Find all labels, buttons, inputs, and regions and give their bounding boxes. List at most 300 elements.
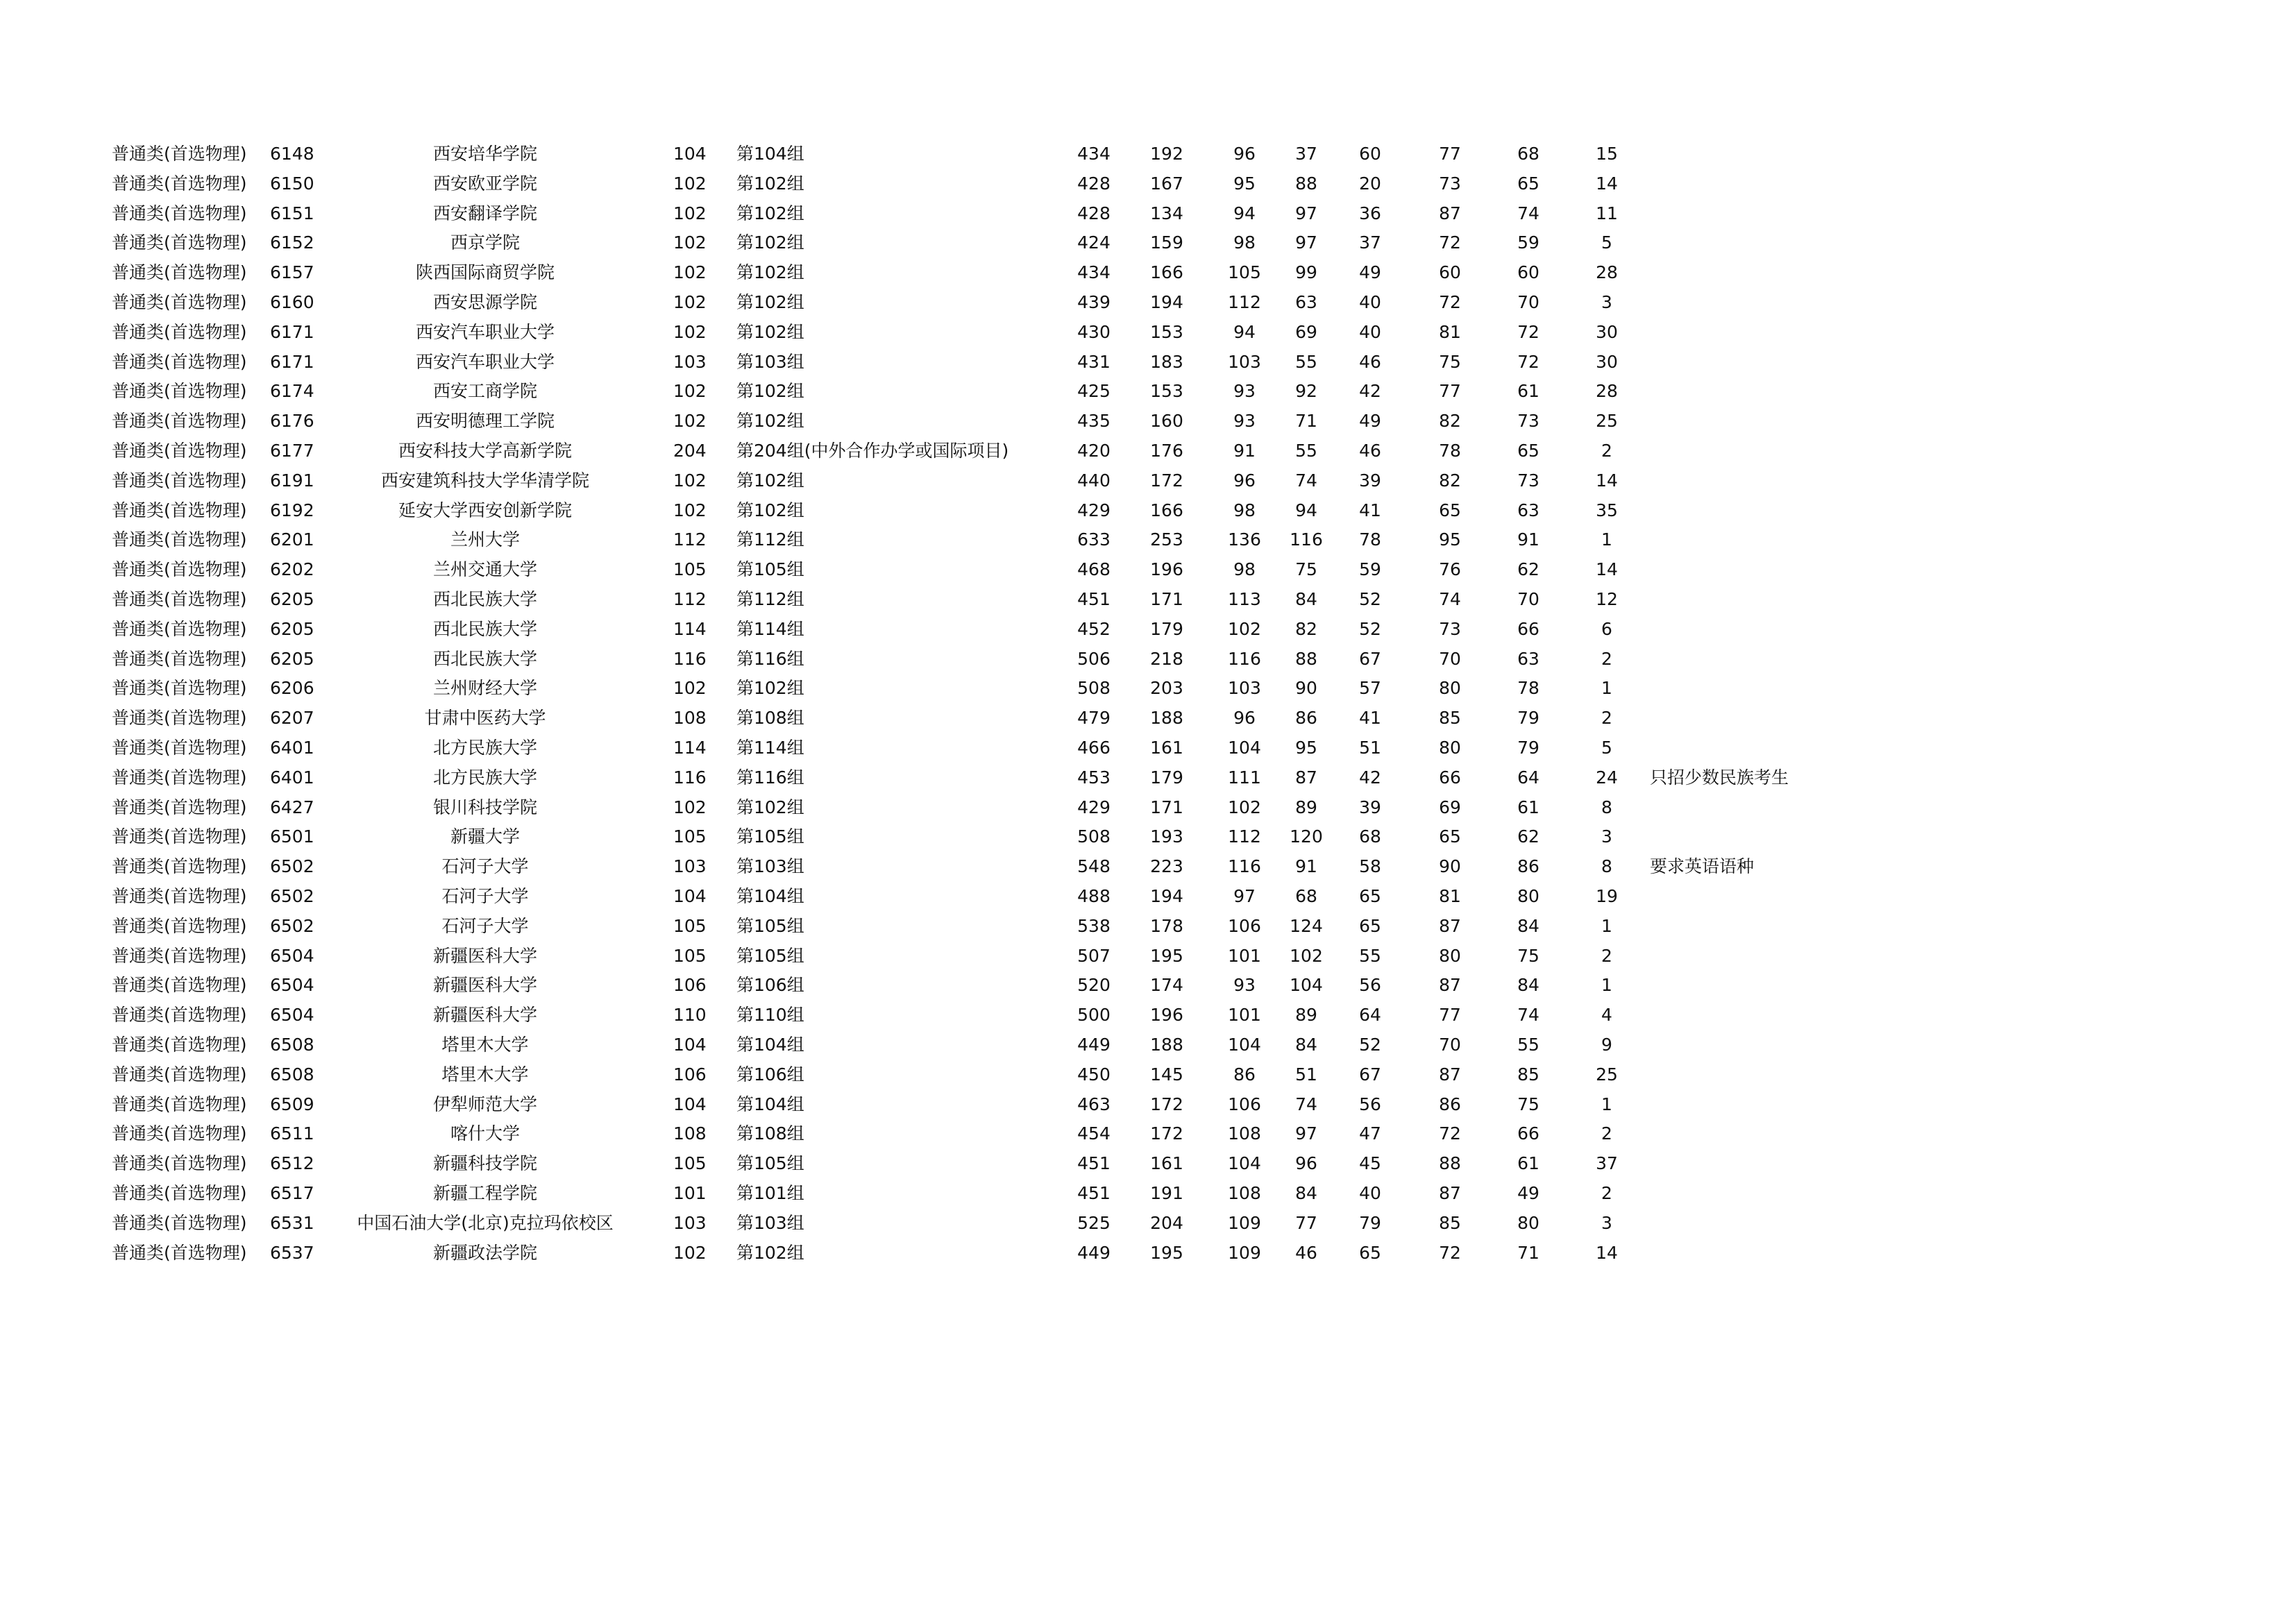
count-cell: 8 [1601, 856, 1612, 877]
school-name-cell: 新疆大学 [450, 826, 520, 847]
score-sub5-cell: 65 [1439, 500, 1461, 520]
score-total-cell: 430 [1077, 321, 1111, 342]
score-sub3-cell: 87 [1295, 767, 1317, 788]
score-sub2-cell: 93 [1233, 381, 1256, 402]
school-name-cell: 中国石油大学(北京)克拉玛依校区 [357, 1212, 614, 1233]
table-row [0, 644, 2296, 674]
category-cell: 普通类(首选物理) [112, 292, 247, 312]
category-cell: 普通类(首选物理) [112, 351, 247, 372]
count-cell: 25 [1596, 1064, 1618, 1085]
score-sub6-cell: 62 [1517, 559, 1539, 580]
group-name-cell: 第102组 [736, 500, 804, 520]
score-sub6-cell: 75 [1517, 945, 1539, 966]
category-cell: 普通类(首选物理) [112, 678, 247, 699]
group-code-cell: 116 [673, 767, 707, 788]
score-sub4-cell: 65 [1359, 915, 1381, 936]
count-cell: 28 [1596, 262, 1618, 283]
group-code-cell: 105 [673, 559, 707, 580]
score-sub5-cell: 87 [1439, 1183, 1461, 1203]
score-sub2-cell: 111 [1228, 767, 1261, 788]
count-cell: 37 [1596, 1153, 1618, 1174]
score-sub3-cell: 97 [1295, 232, 1317, 253]
group-name-cell: 第102组 [736, 797, 804, 817]
group-code-cell: 102 [673, 470, 707, 491]
table-row [0, 614, 2296, 644]
score-sub5-cell: 75 [1439, 351, 1461, 372]
score-sub3-cell: 92 [1295, 381, 1317, 402]
school-name-cell: 银川科技学院 [432, 797, 537, 817]
category-cell: 普通类(首选物理) [112, 470, 247, 491]
score-sub2-cell: 104 [1228, 1153, 1261, 1174]
count-cell: 14 [1596, 470, 1618, 491]
category-cell: 普通类(首选物理) [112, 767, 247, 788]
school-name-cell: 西北民族大学 [432, 589, 537, 609]
school-name-cell: 兰州财经大学 [432, 678, 537, 699]
count-cell: 24 [1596, 767, 1618, 788]
count-cell: 25 [1596, 411, 1618, 432]
group-name-cell: 第114组 [736, 738, 804, 758]
score-total-cell: 440 [1077, 470, 1111, 491]
score-sub5-cell: 70 [1439, 648, 1461, 669]
school-code-cell: 6192 [270, 500, 314, 520]
school-code-cell: 6205 [270, 648, 314, 669]
score-total-cell: 453 [1077, 767, 1111, 788]
score-sub4-cell: 60 [1359, 144, 1381, 164]
group-code-cell: 102 [673, 321, 707, 342]
score-sub5-cell: 72 [1439, 232, 1461, 253]
score-total-cell: 420 [1077, 441, 1111, 461]
score-sub5-cell: 88 [1439, 1153, 1461, 1174]
group-name-cell: 第102组 [736, 411, 804, 432]
score-sub4-cell: 58 [1359, 856, 1381, 877]
group-name-cell: 第116组 [736, 767, 804, 788]
score-sub3-cell: 86 [1295, 708, 1317, 729]
group-code-cell: 114 [673, 618, 707, 639]
group-name-cell: 第102组 [736, 381, 804, 402]
group-code-cell: 102 [673, 292, 707, 312]
school-code-cell: 6517 [270, 1183, 314, 1203]
count-cell: 1 [1601, 678, 1612, 699]
score-sub5-cell: 80 [1439, 738, 1461, 758]
score-sub4-cell: 41 [1359, 708, 1381, 729]
school-name-cell: 西安建筑科技大学华清学院 [380, 470, 589, 491]
group-name-cell: 第108组 [736, 1123, 804, 1144]
count-cell: 1 [1601, 975, 1612, 996]
score-sub6-cell: 84 [1517, 975, 1539, 996]
table-row [0, 228, 2296, 257]
school-name-cell: 塔里木大学 [441, 1064, 529, 1085]
count-cell: 3 [1601, 292, 1612, 312]
category-cell: 普通类(首选物理) [112, 559, 247, 580]
score-sub4-cell: 42 [1359, 767, 1381, 788]
score-total-cell: 525 [1077, 1212, 1111, 1233]
category-cell: 普通类(首选物理) [112, 411, 247, 432]
score-total-cell: 520 [1077, 975, 1111, 996]
group-code-cell: 104 [673, 886, 707, 906]
table-row [0, 525, 2296, 554]
score-sub1-cell: 166 [1150, 262, 1183, 283]
group-code-cell: 105 [673, 826, 707, 847]
score-total-cell: 425 [1077, 381, 1111, 402]
group-name-cell: 第116组 [736, 648, 804, 669]
score-sub3-cell: 82 [1295, 618, 1317, 639]
group-name-cell: 第112组 [736, 529, 804, 550]
score-sub1-cell: 172 [1150, 470, 1183, 491]
count-cell: 1 [1601, 1094, 1612, 1114]
score-sub2-cell: 106 [1228, 1094, 1261, 1114]
score-sub5-cell: 87 [1439, 975, 1461, 996]
score-sub5-cell: 77 [1439, 381, 1461, 402]
score-total-cell: 428 [1077, 203, 1111, 223]
score-sub2-cell: 96 [1233, 708, 1256, 729]
score-sub6-cell: 73 [1517, 470, 1539, 491]
category-cell: 普通类(首选物理) [112, 1212, 247, 1233]
score-sub5-cell: 73 [1439, 173, 1461, 194]
score-sub2-cell: 113 [1228, 589, 1261, 609]
school-name-cell: 兰州大学 [450, 529, 520, 550]
score-sub1-cell: 191 [1150, 1183, 1183, 1203]
score-sub4-cell: 65 [1359, 1242, 1381, 1263]
school-code-cell: 6501 [270, 826, 314, 847]
table-row [0, 733, 2296, 763]
score-total-cell: 633 [1077, 529, 1111, 550]
score-sub4-cell: 56 [1359, 975, 1381, 996]
score-sub5-cell: 65 [1439, 826, 1461, 847]
table-row [0, 406, 2296, 436]
school-name-cell: 西安翻译学院 [432, 203, 537, 223]
table-row [0, 495, 2296, 525]
score-sub4-cell: 55 [1359, 945, 1381, 966]
score-sub1-cell: 179 [1150, 767, 1183, 788]
count-cell: 2 [1601, 945, 1612, 966]
score-sub1-cell: 153 [1150, 381, 1183, 402]
score-sub3-cell: 102 [1290, 945, 1323, 966]
group-name-cell: 第102组 [736, 203, 804, 223]
group-name-cell: 第104组 [736, 1094, 804, 1114]
table-row [0, 1119, 2296, 1148]
category-cell: 普通类(首选物理) [112, 144, 247, 164]
school-name-cell: 北方民族大学 [432, 738, 537, 758]
group-code-cell: 103 [673, 1212, 707, 1233]
school-name-cell: 陕西国际商贸学院 [415, 262, 555, 283]
group-name-cell: 第112组 [736, 589, 804, 609]
score-sub4-cell: 67 [1359, 648, 1381, 669]
category-cell: 普通类(首选物理) [112, 945, 247, 966]
school-name-cell: 新疆工程学院 [432, 1183, 537, 1203]
category-cell: 普通类(首选物理) [112, 500, 247, 520]
category-cell: 普通类(首选物理) [112, 1005, 247, 1026]
count-cell: 5 [1601, 232, 1612, 253]
score-sub3-cell: 55 [1295, 441, 1317, 461]
score-sub1-cell: 161 [1150, 1153, 1183, 1174]
category-cell: 普通类(首选物理) [112, 708, 247, 729]
note-cell: 要求英语语种 [1650, 856, 1755, 877]
score-sub4-cell: 52 [1359, 1035, 1381, 1055]
score-sub4-cell: 20 [1359, 173, 1381, 194]
count-cell: 5 [1601, 738, 1612, 758]
score-sub1-cell: 223 [1150, 856, 1183, 877]
score-sub5-cell: 85 [1439, 1212, 1461, 1233]
table-row [0, 1060, 2296, 1089]
count-cell: 2 [1601, 1183, 1612, 1203]
school-code-cell: 6206 [270, 678, 314, 699]
score-sub6-cell: 72 [1517, 321, 1539, 342]
school-code-cell: 6174 [270, 381, 314, 402]
score-sub5-cell: 90 [1439, 856, 1461, 877]
table-row [0, 1178, 2296, 1208]
score-sub2-cell: 105 [1228, 262, 1261, 283]
table-row [0, 139, 2296, 169]
score-sub6-cell: 55 [1517, 1035, 1539, 1055]
score-total-cell: 538 [1077, 915, 1111, 936]
count-cell: 12 [1596, 589, 1618, 609]
group-code-cell: 102 [673, 1242, 707, 1263]
count-cell: 3 [1601, 1212, 1612, 1233]
table-row [0, 703, 2296, 733]
school-name-cell: 兰州交通大学 [432, 559, 537, 580]
score-sub6-cell: 60 [1517, 262, 1539, 283]
score-sub5-cell: 78 [1439, 441, 1461, 461]
score-total-cell: 435 [1077, 411, 1111, 432]
score-sub3-cell: 96 [1295, 1153, 1317, 1174]
score-total-cell: 429 [1077, 500, 1111, 520]
score-sub4-cell: 56 [1359, 1094, 1381, 1114]
school-name-cell: 喀什大学 [450, 1123, 520, 1144]
school-name-cell: 西安汽车职业大学 [415, 351, 555, 372]
count-cell: 1 [1601, 915, 1612, 936]
count-cell: 6 [1601, 618, 1612, 639]
score-sub1-cell: 160 [1150, 411, 1183, 432]
group-code-cell: 103 [673, 351, 707, 372]
score-sub4-cell: 49 [1359, 411, 1381, 432]
school-name-cell: 新疆政法学院 [432, 1242, 537, 1263]
school-code-cell: 6504 [270, 945, 314, 966]
score-total-cell: 488 [1077, 886, 1111, 906]
count-cell: 28 [1596, 381, 1618, 402]
score-sub1-cell: 218 [1150, 648, 1183, 669]
score-sub6-cell: 61 [1517, 381, 1539, 402]
score-sub4-cell: 42 [1359, 381, 1381, 402]
score-sub3-cell: 90 [1295, 678, 1317, 699]
score-sub3-cell: 74 [1295, 470, 1317, 491]
score-sub1-cell: 196 [1150, 1005, 1183, 1026]
score-sub1-cell: 179 [1150, 618, 1183, 639]
score-sub3-cell: 46 [1295, 1242, 1317, 1263]
group-code-cell: 102 [673, 203, 707, 223]
score-sub4-cell: 40 [1359, 321, 1381, 342]
score-sub1-cell: 134 [1150, 203, 1183, 223]
score-sub1-cell: 194 [1150, 886, 1183, 906]
score-sub4-cell: 65 [1359, 886, 1381, 906]
score-total-cell: 451 [1077, 589, 1111, 609]
score-sub4-cell: 37 [1359, 232, 1381, 253]
score-sub5-cell: 82 [1439, 470, 1461, 491]
count-cell: 14 [1596, 1242, 1618, 1263]
group-name-cell: 第104组 [736, 886, 804, 906]
category-cell: 普通类(首选物理) [112, 1153, 247, 1174]
category-cell: 普通类(首选物理) [112, 232, 247, 253]
table-row [0, 554, 2296, 584]
school-name-cell: 石河子大学 [441, 886, 529, 906]
table-row [0, 970, 2296, 1000]
score-sub5-cell: 69 [1439, 797, 1461, 817]
score-total-cell: 428 [1077, 173, 1111, 194]
score-sub2-cell: 104 [1228, 1035, 1261, 1055]
score-total-cell: 424 [1077, 232, 1111, 253]
group-name-cell: 第102组 [736, 470, 804, 491]
school-code-cell: 6207 [270, 708, 314, 729]
score-sub2-cell: 116 [1228, 648, 1261, 669]
category-cell: 普通类(首选物理) [112, 1242, 247, 1263]
score-total-cell: 439 [1077, 292, 1111, 312]
school-code-cell: 6401 [270, 738, 314, 758]
score-total-cell: 451 [1077, 1183, 1111, 1203]
score-sub6-cell: 80 [1517, 886, 1539, 906]
group-code-cell: 105 [673, 1153, 707, 1174]
school-code-cell: 6152 [270, 232, 314, 253]
score-sub2-cell: 96 [1233, 144, 1256, 164]
score-sub3-cell: 74 [1295, 1094, 1317, 1114]
table-row [0, 911, 2296, 941]
group-code-cell: 104 [673, 1094, 707, 1114]
category-cell: 普通类(首选物理) [112, 618, 247, 639]
score-sub3-cell: 99 [1295, 262, 1317, 283]
score-total-cell: 468 [1077, 559, 1111, 580]
score-sub5-cell: 72 [1439, 292, 1461, 312]
category-cell: 普通类(首选物理) [112, 173, 247, 194]
table-row [0, 584, 2296, 614]
score-sub3-cell: 51 [1295, 1064, 1317, 1085]
group-code-cell: 104 [673, 144, 707, 164]
score-sub2-cell: 97 [1233, 886, 1256, 906]
score-sub4-cell: 79 [1359, 1212, 1381, 1233]
score-sub5-cell: 81 [1439, 886, 1461, 906]
score-sub1-cell: 145 [1150, 1064, 1183, 1085]
count-cell: 1 [1601, 529, 1612, 550]
school-code-cell: 6502 [270, 915, 314, 936]
score-total-cell: 479 [1077, 708, 1111, 729]
score-sub1-cell: 188 [1150, 708, 1183, 729]
score-sub3-cell: 71 [1295, 411, 1317, 432]
school-name-cell: 延安大学西安创新学院 [398, 500, 572, 520]
score-sub5-cell: 82 [1439, 411, 1461, 432]
score-sub6-cell: 78 [1517, 678, 1539, 699]
group-name-cell: 第105组 [736, 826, 804, 847]
score-sub4-cell: 36 [1359, 203, 1381, 223]
school-name-cell: 西北民族大学 [432, 618, 537, 639]
category-cell: 普通类(首选物理) [112, 797, 247, 817]
group-code-cell: 102 [673, 173, 707, 194]
category-cell: 普通类(首选物理) [112, 648, 247, 669]
group-name-cell: 第105组 [736, 1153, 804, 1174]
score-sub1-cell: 194 [1150, 292, 1183, 312]
score-sub2-cell: 109 [1228, 1212, 1261, 1233]
school-code-cell: 6511 [270, 1123, 314, 1144]
score-sub3-cell: 97 [1295, 203, 1317, 223]
score-sub3-cell: 124 [1290, 915, 1323, 936]
count-cell: 14 [1596, 559, 1618, 580]
score-sub1-cell: 171 [1150, 797, 1183, 817]
score-sub6-cell: 86 [1517, 856, 1539, 877]
score-sub2-cell: 116 [1228, 856, 1261, 877]
score-total-cell: 449 [1077, 1035, 1111, 1055]
group-code-cell: 102 [673, 262, 707, 283]
group-name-cell: 第104组 [736, 1035, 804, 1055]
table-row [0, 673, 2296, 703]
table-row [0, 792, 2296, 822]
school-name-cell: 新疆医科大学 [432, 945, 537, 966]
score-sub2-cell: 98 [1233, 559, 1256, 580]
count-cell: 11 [1596, 203, 1618, 223]
score-total-cell: 431 [1077, 351, 1111, 372]
score-sub3-cell: 68 [1295, 886, 1317, 906]
score-sub2-cell: 94 [1233, 321, 1256, 342]
score-sub3-cell: 89 [1295, 797, 1317, 817]
count-cell: 15 [1596, 144, 1618, 164]
score-sub1-cell: 196 [1150, 559, 1183, 580]
school-name-cell: 西安培华学院 [432, 144, 537, 164]
score-total-cell: 434 [1077, 144, 1111, 164]
category-cell: 普通类(首选物理) [112, 738, 247, 758]
score-sub4-cell: 47 [1359, 1123, 1381, 1144]
score-sub4-cell: 52 [1359, 618, 1381, 639]
school-name-cell: 新疆医科大学 [432, 975, 537, 996]
score-sub1-cell: 195 [1150, 945, 1183, 966]
score-sub3-cell: 97 [1295, 1123, 1317, 1144]
school-code-cell: 6176 [270, 411, 314, 432]
score-total-cell: 463 [1077, 1094, 1111, 1114]
score-sub2-cell: 109 [1228, 1242, 1261, 1263]
score-sub1-cell: 172 [1150, 1123, 1183, 1144]
score-sub6-cell: 63 [1517, 500, 1539, 520]
count-cell: 30 [1596, 351, 1618, 372]
school-code-cell: 6148 [270, 144, 314, 164]
score-sub3-cell: 116 [1290, 529, 1323, 550]
score-sub4-cell: 78 [1359, 529, 1381, 550]
score-sub4-cell: 51 [1359, 738, 1381, 758]
score-sub5-cell: 76 [1439, 559, 1461, 580]
group-name-cell: 第108组 [736, 708, 804, 729]
table-row [0, 881, 2296, 911]
score-sub1-cell: 188 [1150, 1035, 1183, 1055]
school-code-cell: 6150 [270, 173, 314, 194]
group-code-cell: 108 [673, 1123, 707, 1144]
group-name-cell: 第102组 [736, 292, 804, 312]
score-sub1-cell: 171 [1150, 589, 1183, 609]
score-sub3-cell: 55 [1295, 351, 1317, 372]
score-total-cell: 508 [1077, 826, 1111, 847]
count-cell: 9 [1601, 1035, 1612, 1055]
group-code-cell: 102 [673, 381, 707, 402]
score-sub1-cell: 193 [1150, 826, 1183, 847]
group-code-cell: 102 [673, 678, 707, 699]
school-code-cell: 6171 [270, 351, 314, 372]
score-sub4-cell: 52 [1359, 589, 1381, 609]
table-row [0, 376, 2296, 406]
category-cell: 普通类(首选物理) [112, 826, 247, 847]
group-code-cell: 102 [673, 232, 707, 253]
category-cell: 普通类(首选物理) [112, 1094, 247, 1114]
school-code-cell: 6427 [270, 797, 314, 817]
score-sub6-cell: 74 [1517, 1005, 1539, 1026]
count-cell: 30 [1596, 321, 1618, 342]
category-cell: 普通类(首选物理) [112, 856, 247, 877]
score-sub5-cell: 66 [1439, 767, 1461, 788]
school-name-cell: 北方民族大学 [432, 767, 537, 788]
school-name-cell: 石河子大学 [441, 856, 529, 877]
score-sub6-cell: 66 [1517, 618, 1539, 639]
score-sub2-cell: 103 [1228, 351, 1261, 372]
